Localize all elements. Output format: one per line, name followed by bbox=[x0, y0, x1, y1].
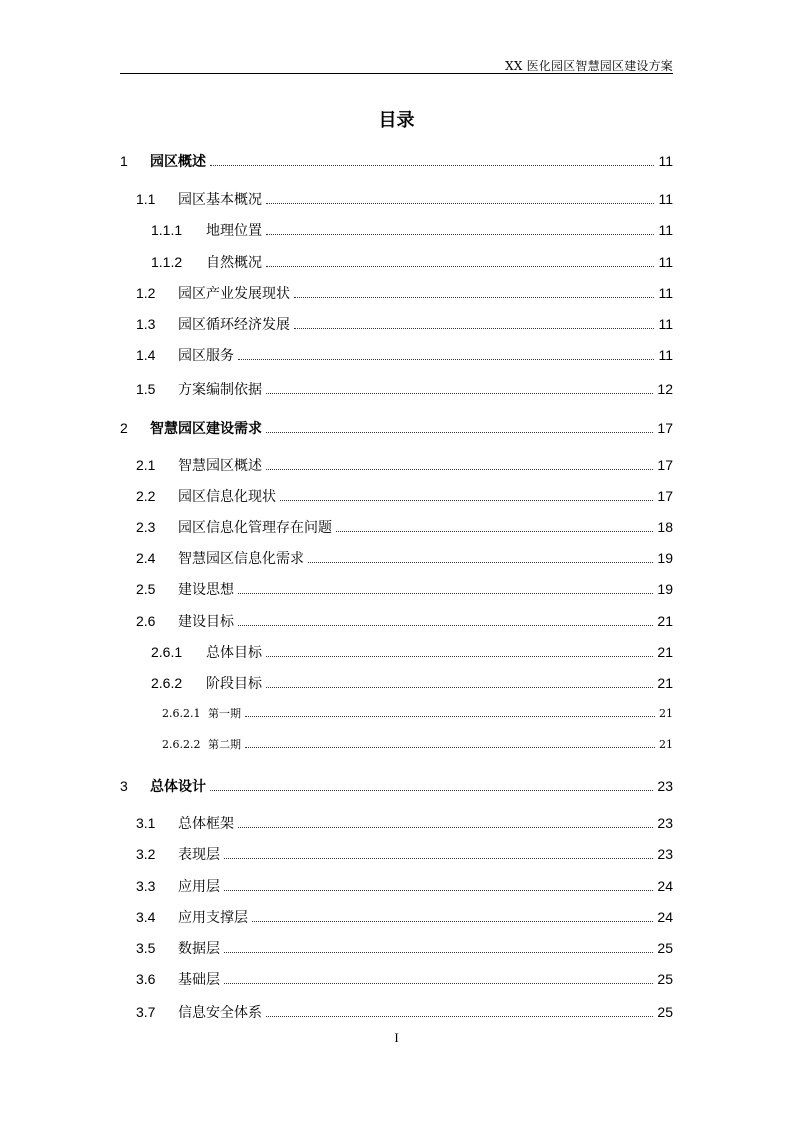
toc-leader-dots bbox=[266, 392, 653, 394]
toc-entry-title: 应用支撑层 bbox=[178, 910, 248, 926]
toc-leader-dots bbox=[238, 826, 653, 828]
toc-entry-title: 总体设计 bbox=[150, 779, 206, 795]
toc-entry-page: 21 bbox=[659, 707, 673, 720]
toc-leader-dots bbox=[266, 468, 653, 470]
toc-entry-number: 2.6.2.1 bbox=[162, 707, 201, 720]
toc-leader-dots bbox=[238, 592, 653, 594]
toc-entry-title: 建设目标 bbox=[178, 614, 234, 630]
toc-entry[interactable] bbox=[151, 252, 673, 272]
toc-entry-page: 25 bbox=[657, 1004, 673, 1020]
toc-entry-title: 园区概述 bbox=[150, 154, 206, 170]
toc-entry-title: 基础层 bbox=[178, 972, 220, 988]
toc-entry-number: 2.5 bbox=[136, 581, 156, 597]
toc-entry-page: 11 bbox=[658, 285, 673, 301]
toc-leader-dots bbox=[280, 499, 653, 501]
toc-entry[interactable] bbox=[136, 314, 673, 334]
toc-entry-title: 数据层 bbox=[178, 941, 220, 957]
toc-entry-page: 23 bbox=[657, 846, 673, 862]
toc-entry-title: 方案编制依据 bbox=[178, 382, 262, 398]
toc-entry-title: 地理位置 bbox=[206, 223, 262, 239]
toc-entry[interactable] bbox=[136, 876, 673, 896]
toc-entry-title: 园区循环经济发展 bbox=[178, 317, 290, 333]
toc-entry-page: 11 bbox=[658, 222, 673, 238]
toc-entry-page: 17 bbox=[657, 488, 673, 504]
toc-leader-dots bbox=[266, 1015, 653, 1017]
toc-entry-page: 21 bbox=[657, 675, 673, 691]
toc-leader-dots bbox=[336, 530, 653, 532]
toc-entry[interactable] bbox=[136, 345, 673, 365]
toc-entry[interactable] bbox=[162, 705, 673, 725]
toc-entry-title: 智慧园区概述 bbox=[178, 458, 262, 474]
toc-entry-number: 2.6.2 bbox=[151, 675, 183, 691]
toc-entry-number: 2.6.1 bbox=[151, 644, 183, 660]
toc-entry[interactable] bbox=[136, 938, 673, 958]
toc-entry-title: 第一期 bbox=[208, 707, 241, 720]
toc-entry[interactable] bbox=[136, 907, 673, 927]
toc-entry[interactable] bbox=[136, 455, 673, 475]
toc-leader-dots bbox=[210, 164, 654, 166]
toc-entry-number: 3.5 bbox=[136, 940, 156, 956]
toc-entry-number: 2 bbox=[120, 420, 128, 436]
toc-entry-title: 第二期 bbox=[208, 738, 241, 751]
toc-entry-number: 1.3 bbox=[136, 316, 156, 332]
toc-leader-dots bbox=[266, 265, 654, 267]
page-number: I bbox=[394, 1030, 399, 1045]
toc-entry-page: 17 bbox=[657, 420, 673, 436]
toc-leader-dots bbox=[224, 982, 653, 984]
toc-entry-page: 19 bbox=[657, 550, 673, 566]
toc-entry-page: 11 bbox=[658, 153, 673, 169]
toc-entry-number: 3.7 bbox=[136, 1004, 156, 1020]
toc-entry-page: 21 bbox=[657, 644, 673, 660]
toc-entry[interactable] bbox=[151, 642, 673, 662]
toc-entry-title: 园区基本概况 bbox=[178, 192, 262, 208]
toc-entry[interactable] bbox=[120, 776, 673, 796]
toc-entry[interactable] bbox=[136, 548, 673, 568]
toc-entry-number: 3.4 bbox=[136, 909, 156, 925]
toc-entry-page: 23 bbox=[657, 778, 673, 794]
toc-entry-number: 1 bbox=[120, 153, 128, 169]
toc-entry-number: 3.3 bbox=[136, 878, 156, 894]
running-header: XX 医化园区智慧园区建设方案 bbox=[505, 59, 673, 73]
toc-leader-dots bbox=[245, 715, 655, 717]
toc-entry-page: 18 bbox=[657, 519, 673, 535]
toc-entry[interactable] bbox=[136, 969, 673, 989]
toc-leader-dots bbox=[224, 951, 653, 953]
toc-entry-number: 2.3 bbox=[136, 519, 156, 535]
toc-leader-dots bbox=[224, 857, 653, 859]
toc-entry-page: 25 bbox=[657, 971, 673, 987]
toc-entry[interactable] bbox=[136, 1002, 673, 1022]
toc-entry-title: 总体目标 bbox=[206, 645, 262, 661]
toc-entry[interactable] bbox=[136, 844, 673, 864]
toc-entry-number: 2.6.2.2 bbox=[162, 738, 201, 751]
toc-entry[interactable] bbox=[136, 379, 673, 399]
toc-entry-title: 表现层 bbox=[178, 847, 220, 863]
toc-entry[interactable] bbox=[120, 151, 673, 171]
toc-entry[interactable] bbox=[120, 418, 673, 438]
toc-entry-title: 阶段目标 bbox=[206, 676, 262, 692]
toc-entry-title: 园区信息化现状 bbox=[178, 489, 276, 505]
toc-entry-title: 园区产业发展现状 bbox=[178, 286, 290, 302]
toc-leader-dots bbox=[266, 233, 654, 235]
toc-leader-dots bbox=[294, 327, 654, 329]
toc-entry[interactable] bbox=[136, 283, 673, 303]
toc-entry-number: 2.1 bbox=[136, 457, 156, 473]
toc-entry-title: 智慧园区建设需求 bbox=[150, 421, 262, 437]
toc-entry-number: 1.1.2 bbox=[151, 254, 183, 270]
toc-entry-number: 3.6 bbox=[136, 971, 156, 987]
toc-entry[interactable] bbox=[162, 736, 673, 756]
toc-entry-page: 25 bbox=[657, 940, 673, 956]
toc-leader-dots bbox=[238, 358, 654, 360]
toc-entry-number: 2.6 bbox=[136, 613, 156, 629]
toc-entry-title: 园区信息化管理存在问题 bbox=[178, 520, 332, 536]
toc-leader-dots bbox=[245, 746, 655, 748]
toc-entry-title: 应用层 bbox=[178, 879, 220, 895]
toc-entry[interactable] bbox=[136, 611, 673, 631]
toc-entry-number: 3.2 bbox=[136, 846, 156, 862]
toc-entry-title: 园区服务 bbox=[178, 348, 234, 364]
toc-entry-page: 11 bbox=[658, 316, 673, 332]
toc-entry-number: 1.4 bbox=[136, 347, 156, 363]
toc-entry-number: 2.4 bbox=[136, 550, 156, 566]
toc-entry-page: 11 bbox=[658, 347, 673, 363]
toc-entry-page: 24 bbox=[657, 909, 673, 925]
toc-entry-title: 自然概况 bbox=[206, 255, 262, 271]
toc-entry-page: 11 bbox=[658, 191, 673, 207]
toc-entry-title: 建设思想 bbox=[178, 582, 234, 598]
toc-leader-dots bbox=[252, 920, 653, 922]
toc-entry-page: 19 bbox=[657, 581, 673, 597]
toc-leader-dots bbox=[266, 202, 654, 204]
toc-entry[interactable] bbox=[136, 189, 673, 209]
toc-leader-dots bbox=[210, 789, 653, 791]
toc-entry-title: 智慧园区信息化需求 bbox=[178, 551, 304, 567]
toc-leader-dots bbox=[266, 655, 653, 657]
toc-entry-page: 17 bbox=[657, 457, 673, 473]
toc-entry-number: 3 bbox=[120, 778, 128, 794]
toc-entry[interactable] bbox=[136, 813, 673, 833]
toc-entry-number: 3.1 bbox=[136, 815, 156, 831]
toc-entry[interactable] bbox=[151, 220, 673, 240]
toc-entry-page: 21 bbox=[657, 613, 673, 629]
toc-entry-number: 1.2 bbox=[136, 285, 156, 301]
toc-entry-page: 21 bbox=[659, 738, 673, 751]
toc-leader-dots bbox=[294, 296, 654, 298]
toc-entry[interactable] bbox=[151, 673, 673, 693]
toc-entry-page: 23 bbox=[657, 815, 673, 831]
toc-leader-dots bbox=[308, 561, 653, 563]
toc-leader-dots bbox=[224, 889, 653, 891]
toc-entry[interactable] bbox=[136, 517, 673, 537]
toc-entry[interactable] bbox=[136, 486, 673, 506]
toc-entry[interactable] bbox=[136, 579, 673, 599]
toc-entry-number: 2.2 bbox=[136, 488, 156, 504]
toc-leader-dots bbox=[238, 624, 653, 626]
toc-title: 目录 bbox=[378, 110, 415, 131]
toc-entry-number: 1.1 bbox=[136, 191, 156, 207]
toc-entry-page: 12 bbox=[657, 381, 673, 397]
toc-leader-dots bbox=[266, 431, 653, 433]
toc-entry-number: 1.1.1 bbox=[151, 222, 183, 238]
toc-entry-title: 总体框架 bbox=[178, 816, 234, 832]
toc-entry-page: 11 bbox=[658, 254, 673, 270]
toc-entry-title: 信息安全体系 bbox=[178, 1005, 262, 1021]
toc-entry-number: 1.5 bbox=[136, 381, 156, 397]
toc-entry-page: 24 bbox=[657, 878, 673, 894]
toc-leader-dots bbox=[266, 686, 653, 688]
